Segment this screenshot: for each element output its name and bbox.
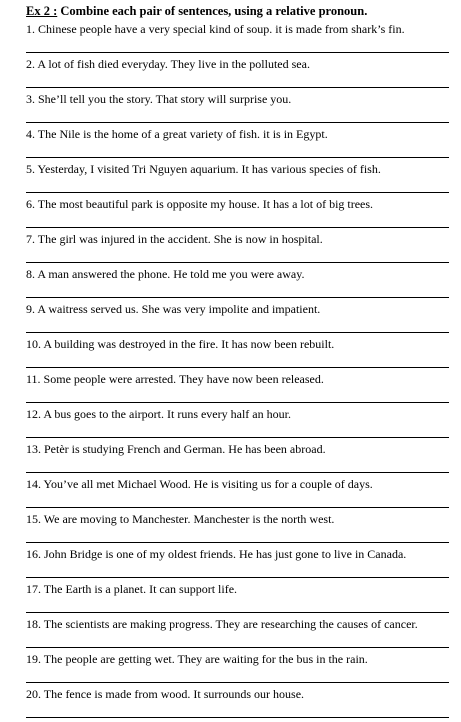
- answer-line: [26, 52, 449, 53]
- exercise-item-1: [0, 22, 461, 57]
- exercise-instruction: Combine each pair of sentences, using a relative pronoun.: [57, 4, 368, 18]
- item-sentence: 7. The girl was injured in the accident. She is now in hospital.: [26, 232, 323, 246]
- exercise-item-12: [0, 407, 461, 442]
- item-sentence: 10. A building was destroyed in the fire. It has now been rebuilt.: [26, 337, 335, 351]
- exercise-item-6: [0, 197, 461, 232]
- exercise-item-15: [0, 512, 461, 547]
- answer-line: [26, 402, 449, 403]
- exercise-item-9: [0, 302, 461, 337]
- exercise-item-17: [0, 582, 461, 617]
- answer-line: [26, 577, 449, 578]
- item-sentence: 8. A man answered the phone. He told me you were away.: [26, 267, 305, 281]
- answer-line: [26, 682, 449, 683]
- item-sentence: 6. The most beautiful park is opposite my house. It has a lot of big trees.: [26, 197, 374, 211]
- item-sentence: 15. We are moving to Manchester. Manchester is the north west.: [26, 512, 335, 526]
- item-sentence: 9. A waitress served us. She was very impolite and impatient.: [26, 302, 321, 316]
- exercise-item-3: [0, 92, 461, 127]
- answer-line: [26, 542, 449, 543]
- answer-line: [26, 227, 449, 228]
- exercise-label: Ex 2 :: [26, 4, 58, 18]
- answer-line: [26, 717, 449, 718]
- item-sentence: 14. You’ve all met Michael Wood. He is visiting us for a couple of days.: [26, 477, 373, 491]
- exercise-item-13: [0, 442, 461, 477]
- exercise-item-8: [0, 267, 461, 302]
- exercise-title: [26, 4, 367, 19]
- answer-line: [26, 332, 449, 333]
- item-sentence: 3. She’ll tell you the story. That story will surprise you.: [26, 92, 292, 106]
- answer-line: [26, 647, 449, 648]
- answer-line: [26, 612, 449, 613]
- answer-line: [26, 472, 449, 473]
- exercise-item-10: [0, 337, 461, 372]
- answer-line: [26, 367, 449, 368]
- answer-line: [26, 122, 449, 123]
- exercise-item-5: [0, 162, 461, 197]
- exercise-list: [0, 22, 461, 722]
- exercise-item-7: [0, 232, 461, 267]
- item-sentence: 11. Some people were arrested. They have now been released.: [26, 372, 324, 386]
- answer-line: [26, 192, 449, 193]
- item-sentence: 16. John Bridge is one of my oldest friends. He has just gone to live in Canada.: [26, 547, 407, 561]
- item-sentence: 12. A bus goes to the airport. It runs every half an hour.: [26, 407, 291, 421]
- item-sentence: 13. Petèr is studying French and German. He has been abroad.: [26, 442, 326, 456]
- exercise-item-16: [0, 547, 461, 582]
- exercise-item-18: [0, 617, 461, 652]
- item-sentence: 5. Yesterday, I visited Tri Nguyen aquarium. It has various species of fish.: [26, 162, 381, 176]
- answer-line: [26, 507, 449, 508]
- item-sentence: 4. The Nile is the home of a great variety of fish. it is in Egypt.: [26, 127, 328, 141]
- exercise-item-20: [0, 687, 461, 722]
- item-sentence: 19. The people are getting wet. They are waiting for the bus in the rain.: [26, 652, 368, 666]
- item-sentence: 2. A lot of fish died everyday. They live in the polluted sea.: [26, 57, 310, 71]
- item-sentence: 1. Chinese people have a very special kind of soup. it is made from shark’s fin.: [26, 22, 405, 36]
- exercise-item-4: [0, 127, 461, 162]
- answer-line: [26, 437, 449, 438]
- item-sentence: 18. The scientists are making progress. They are researching the causes of cancer.: [26, 617, 418, 631]
- exercise-item-14: [0, 477, 461, 512]
- item-sentence: 17. The Earth is a planet. It can support life.: [26, 582, 238, 596]
- exercise-item-11: [0, 372, 461, 407]
- answer-line: [26, 297, 449, 298]
- answer-line: [26, 87, 449, 88]
- answer-line: [26, 157, 449, 158]
- exercise-item-2: [0, 57, 461, 92]
- item-sentence: 20. The fence is made from wood. It surrounds our house.: [26, 687, 305, 701]
- exercise-item-19: [0, 652, 461, 687]
- answer-line: [26, 262, 449, 263]
